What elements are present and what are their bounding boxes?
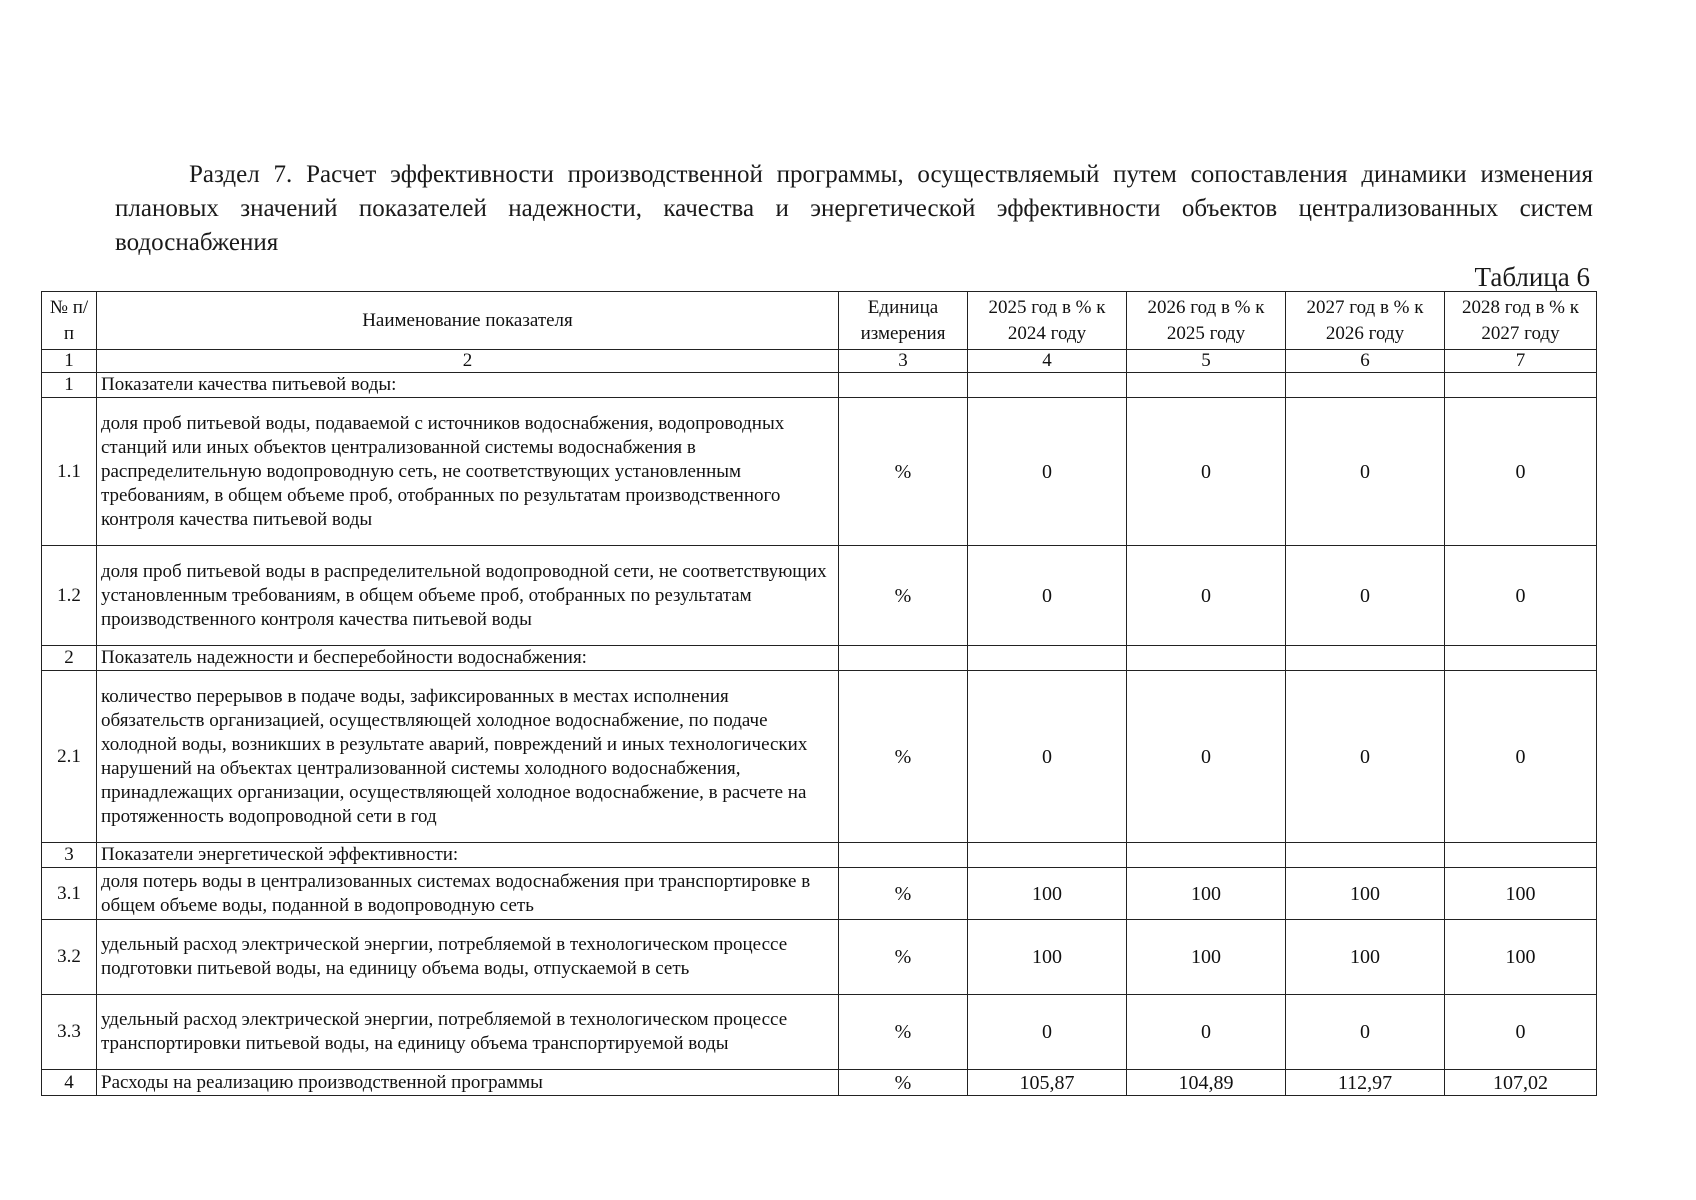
row-num: 2 bbox=[42, 646, 97, 671]
row-value-2028: 100 bbox=[1445, 868, 1597, 920]
table-row bbox=[42, 398, 1597, 546]
row-value-2026: 0 bbox=[1127, 995, 1286, 1070]
column-index: 3 bbox=[839, 350, 968, 373]
row-name: удельный расход электрической энергии, потребляемой в технологическом процессе транспортировки питьевой воды, на единицу объема транспортируемой воды bbox=[97, 995, 839, 1070]
header-row bbox=[42, 292, 1597, 350]
header-name: Наименование показателя bbox=[97, 292, 839, 350]
row-name: доля проб питьевой воды в распределительной водопроводной сети, не соответствующих установленным требованиям, в общем объеме проб, отобранных по результатам производственного контроля качества питьевой воды bbox=[97, 546, 839, 646]
efficiency-table bbox=[41, 291, 1597, 1096]
column-index: 2 bbox=[97, 350, 839, 373]
row-num: 4 bbox=[42, 1070, 97, 1096]
row-value-2025: 0 bbox=[968, 995, 1127, 1070]
row-value-2026: 0 bbox=[1127, 671, 1286, 843]
row-value-2025: 100 bbox=[968, 868, 1127, 920]
section-row bbox=[42, 646, 1597, 671]
row-unit: % bbox=[839, 995, 968, 1070]
row-value-2028: 107,02 bbox=[1445, 1070, 1597, 1096]
row-value-2026: 100 bbox=[1127, 920, 1286, 995]
header-2025: 2025 год в % к 2024 году bbox=[968, 292, 1127, 350]
row-name: доля проб питьевой воды, подаваемой с источников водоснабжения, водопроводных станций или иных объектов централизованной системы водоснабжения в распределительную водопроводную сеть, не соответствующих установленным требованиям, в общем объеме проб, отобранных по результатам производственного контроля качества питьевой воды bbox=[97, 398, 839, 546]
row-value-2028: 100 bbox=[1445, 920, 1597, 995]
row-value-2027 bbox=[1286, 646, 1445, 671]
section-heading: Раздел 7. Расчет эффективности производственной программы, осуществляемый путем сопоставления динамики изменения плановых значений показателей надежности, качества и энергетической эффективности объектов централизованных систем водоснабжения bbox=[115, 161, 1593, 256]
row-num: 1 bbox=[42, 373, 97, 398]
row-value-2028: 0 bbox=[1445, 995, 1597, 1070]
column-index: 4 bbox=[968, 350, 1127, 373]
row-value-2025: 0 bbox=[968, 546, 1127, 646]
header-2028: 2028 год в % к 2027 году bbox=[1445, 292, 1597, 350]
row-value-2026 bbox=[1127, 843, 1286, 868]
row-num: 1.1 bbox=[42, 398, 97, 546]
row-value-2027: 100 bbox=[1286, 868, 1445, 920]
row-unit bbox=[839, 646, 968, 671]
table-row bbox=[42, 920, 1597, 995]
row-value-2028: 0 bbox=[1445, 398, 1597, 546]
row-unit: % bbox=[839, 920, 968, 995]
row-value-2026: 104,89 bbox=[1127, 1070, 1286, 1096]
row-value-2028 bbox=[1445, 843, 1597, 868]
row-value-2026 bbox=[1127, 646, 1286, 671]
row-unit: % bbox=[839, 1070, 968, 1096]
column-index-row bbox=[42, 350, 1597, 373]
row-value-2025: 0 bbox=[968, 671, 1127, 843]
row-value-2028 bbox=[1445, 646, 1597, 671]
row-value-2027: 100 bbox=[1286, 920, 1445, 995]
table-row bbox=[42, 995, 1597, 1070]
row-num: 1.2 bbox=[42, 546, 97, 646]
row-value-2028 bbox=[1445, 373, 1597, 398]
row-value-2027: 112,97 bbox=[1286, 1070, 1445, 1096]
row-value-2025: 0 bbox=[968, 398, 1127, 546]
row-unit bbox=[839, 843, 968, 868]
column-index: 5 bbox=[1127, 350, 1286, 373]
row-unit: % bbox=[839, 868, 968, 920]
header-unit: Единица измерения bbox=[839, 292, 968, 350]
row-num: 3 bbox=[42, 843, 97, 868]
header-num: № п/п bbox=[42, 292, 97, 350]
table-row bbox=[42, 671, 1597, 843]
row-num: 3.3 bbox=[42, 995, 97, 1070]
row-value-2027 bbox=[1286, 373, 1445, 398]
row-value-2026: 100 bbox=[1127, 868, 1286, 920]
row-value-2027: 0 bbox=[1286, 398, 1445, 546]
row-value-2025 bbox=[968, 373, 1127, 398]
row-value-2025: 100 bbox=[968, 920, 1127, 995]
header-2026: 2026 год в % к 2025 году bbox=[1127, 292, 1286, 350]
row-unit: % bbox=[839, 398, 968, 546]
row-value-2028: 0 bbox=[1445, 546, 1597, 646]
row-value-2028: 0 bbox=[1445, 671, 1597, 843]
column-index: 7 bbox=[1445, 350, 1597, 373]
row-value-2027: 0 bbox=[1286, 671, 1445, 843]
row-unit bbox=[839, 373, 968, 398]
row-value-2025 bbox=[968, 843, 1127, 868]
table-label: Таблица 6 bbox=[1474, 262, 1590, 292]
row-value-2027: 0 bbox=[1286, 546, 1445, 646]
row-num: 3.2 bbox=[42, 920, 97, 995]
header-2027: 2027 год в % к 2026 году bbox=[1286, 292, 1445, 350]
row-name: Расходы на реализацию производственной программы bbox=[97, 1070, 839, 1096]
row-num: 3.1 bbox=[42, 868, 97, 920]
row-value-2025 bbox=[968, 646, 1127, 671]
row-name: Показатели энергетической эффективности: bbox=[97, 843, 839, 868]
row-value-2026: 0 bbox=[1127, 398, 1286, 546]
row-value-2027 bbox=[1286, 843, 1445, 868]
row-value-2026: 0 bbox=[1127, 546, 1286, 646]
row-num: 2.1 bbox=[42, 671, 97, 843]
table-row bbox=[42, 868, 1597, 920]
column-index: 6 bbox=[1286, 350, 1445, 373]
table-row bbox=[42, 546, 1597, 646]
row-unit: % bbox=[839, 546, 968, 646]
row-value-2025: 105,87 bbox=[968, 1070, 1127, 1096]
row-name: Показатель надежности и бесперебойности водоснабжения: bbox=[97, 646, 839, 671]
row-unit: % bbox=[839, 671, 968, 843]
section-row bbox=[42, 843, 1597, 868]
section-row bbox=[42, 373, 1597, 398]
row-name: доля потерь воды в централизованных системах водоснабжения при транспортировке в общем объеме воды, поданной в водопроводную сеть bbox=[97, 868, 839, 920]
row-name: удельный расход электрической энергии, потребляемой в технологическом процессе подготовки питьевой воды, на единицу объема воды, отпускаемой в сеть bbox=[97, 920, 839, 995]
row-value-2027: 0 bbox=[1286, 995, 1445, 1070]
row-value-2026 bbox=[1127, 373, 1286, 398]
row-name: количество перерывов в подаче воды, зафиксированных в местах исполнения обязательств организацией, осуществляющей холодное водоснабжение, по подаче холодной воды, возникших в результате аварий, повреждений и иных технологических нарушений на объектах централизованной системы холодного водоснабжения, принадлежащих организации, осуществляющей холодное водоснабжение, в расчете на протяженность водопроводной сети в год bbox=[97, 671, 839, 843]
column-index: 1 bbox=[42, 350, 97, 373]
row-name: Показатели качества питьевой воды: bbox=[97, 373, 839, 398]
table-row bbox=[42, 1070, 1597, 1096]
